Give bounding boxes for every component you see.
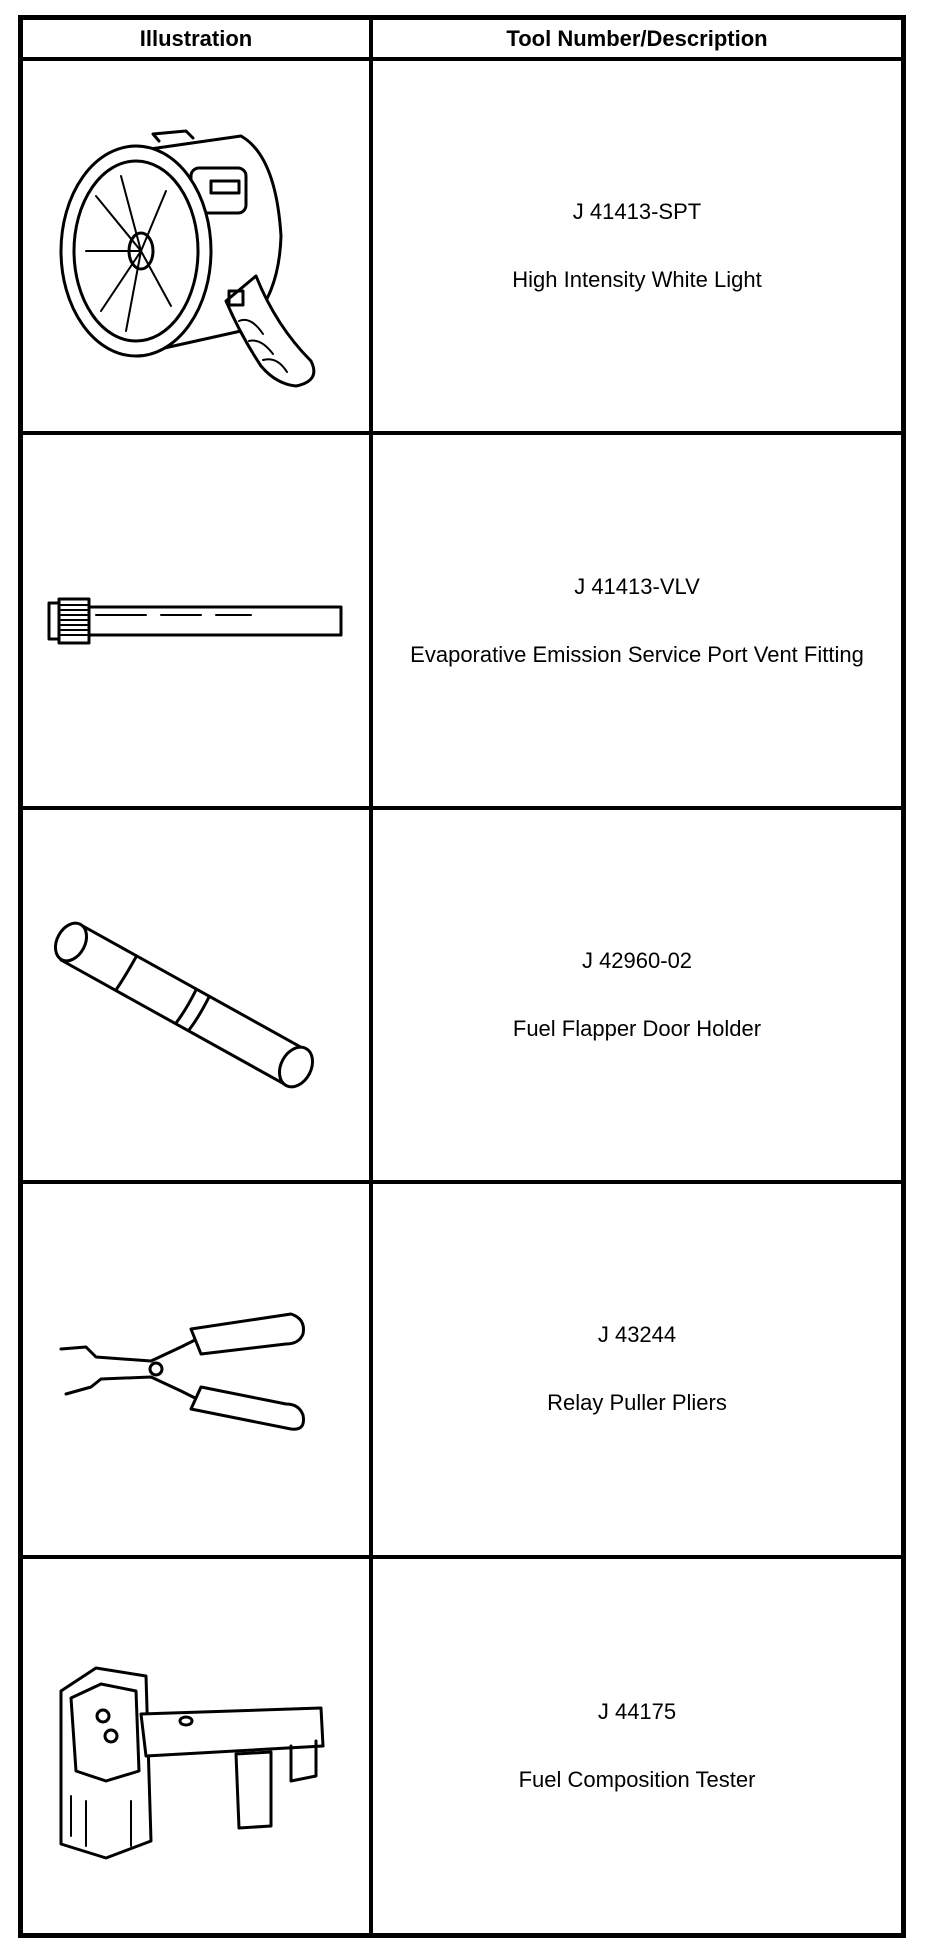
tool-description: High Intensity White Light (512, 267, 762, 293)
illustration-cell (23, 435, 373, 809)
spotlight-icon (41, 96, 351, 396)
illustration-cell (23, 1184, 373, 1558)
tool-cell (373, 1559, 901, 1933)
tool-number: J 41413-VLV (574, 573, 700, 599)
tool-cell (373, 1184, 901, 1558)
relay-pliers-icon (41, 1219, 351, 1519)
tool-table (18, 15, 906, 1938)
header-tool-description: Tool Number/Description (373, 20, 901, 61)
flapper-door-holder-icon (41, 845, 351, 1145)
illustration-cell (23, 1559, 373, 1933)
header-illustration: Illustration (23, 20, 373, 61)
tool-description: Fuel Composition Tester (518, 1766, 756, 1792)
tool-cell (373, 61, 901, 435)
tool-description: Evaporative Emission Service Port Vent Fitting (410, 641, 864, 667)
tool-number: J 42960-02 (581, 947, 693, 973)
illustration-cell (23, 61, 373, 435)
tool-number: J 44175 (597, 1698, 677, 1724)
tool-description: Relay Puller Pliers (547, 1390, 727, 1416)
tool-number: J 41413-SPT (572, 199, 702, 225)
tool-cell (373, 810, 901, 1184)
vent-fitting-icon (41, 471, 351, 771)
tool-number: J 43244 (597, 1322, 677, 1348)
illustration-cell (23, 810, 373, 1184)
composition-tester-icon (41, 1596, 351, 1896)
tool-cell (373, 435, 901, 809)
tool-description: Fuel Flapper Door Holder (512, 1015, 762, 1041)
